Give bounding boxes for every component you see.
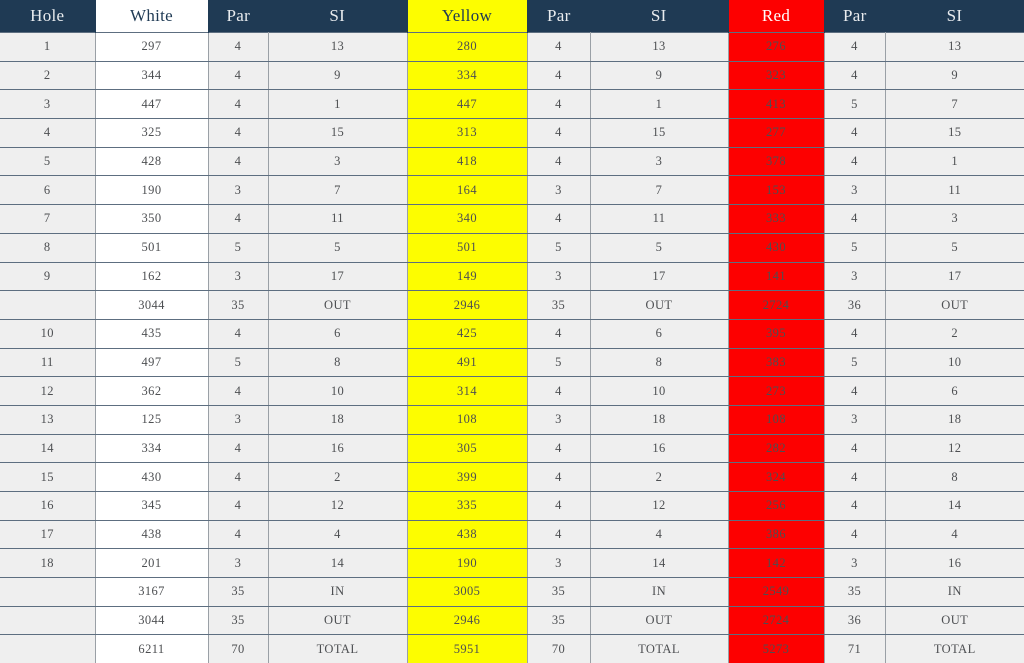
cell: 4	[824, 61, 885, 90]
cell	[0, 291, 95, 320]
cell: 4	[527, 520, 590, 549]
cell: 297	[95, 33, 208, 62]
cell: 15	[268, 119, 407, 148]
cell: 9	[268, 61, 407, 90]
cell: 70	[527, 635, 590, 663]
cell: 36	[824, 606, 885, 635]
cell: 7	[885, 90, 1024, 119]
cell: 501	[407, 233, 527, 262]
cell: 4	[527, 61, 590, 90]
cell: 3167	[95, 578, 208, 607]
cell: 5	[824, 90, 885, 119]
cell: 4	[208, 61, 268, 90]
cell: 1	[590, 90, 728, 119]
table-row	[0, 434, 1024, 463]
cell: 201	[95, 549, 208, 578]
cell: 4	[824, 147, 885, 176]
cell: 5	[208, 348, 268, 377]
table-row	[0, 520, 1024, 549]
cell: 18	[590, 405, 728, 434]
cell: 18	[268, 405, 407, 434]
cell: 345	[95, 492, 208, 521]
cell: 282	[728, 434, 824, 463]
cell: 280	[407, 33, 527, 62]
cell: 4	[208, 33, 268, 62]
cell: 35	[208, 606, 268, 635]
cell: 108	[728, 405, 824, 434]
cell: 71	[824, 635, 885, 663]
cell: 430	[728, 233, 824, 262]
cell: 4	[527, 90, 590, 119]
cell: 5	[824, 233, 885, 262]
cell: TOTAL	[885, 635, 1024, 663]
cell: 447	[407, 90, 527, 119]
cell: 12	[885, 434, 1024, 463]
table-row	[0, 61, 1024, 90]
cell: 4	[527, 205, 590, 234]
cell: 35	[527, 291, 590, 320]
cell: 418	[407, 147, 527, 176]
cell: 4	[824, 520, 885, 549]
cell: OUT	[268, 606, 407, 635]
cell: TOTAL	[590, 635, 728, 663]
cell: 2	[0, 61, 95, 90]
cell: 35	[527, 578, 590, 607]
table-row	[0, 291, 1024, 320]
cell: OUT	[590, 606, 728, 635]
cell: 3	[824, 405, 885, 434]
column-header-par-5: Par	[527, 0, 590, 33]
cell: 70	[208, 635, 268, 663]
column-header-white-1: White	[95, 0, 208, 33]
table-row	[0, 635, 1024, 663]
cell: 276	[728, 33, 824, 62]
cell: 35	[208, 291, 268, 320]
cell: 13	[590, 33, 728, 62]
cell: 18	[885, 405, 1024, 434]
table-row	[0, 606, 1024, 635]
cell: 3	[527, 549, 590, 578]
cell: 1	[885, 147, 1024, 176]
cell: 6	[0, 176, 95, 205]
column-header-si-9: SI	[885, 0, 1024, 33]
cell: 108	[407, 405, 527, 434]
cell: 4	[208, 205, 268, 234]
cell: 3	[527, 176, 590, 205]
cell: 4	[527, 377, 590, 406]
table-row	[0, 578, 1024, 607]
cell: 447	[95, 90, 208, 119]
cell: IN	[885, 578, 1024, 607]
cell: 5	[0, 147, 95, 176]
cell: 3	[208, 405, 268, 434]
cell: 35	[824, 578, 885, 607]
cell: 16	[0, 492, 95, 521]
cell: 3	[527, 405, 590, 434]
cell: 383	[728, 348, 824, 377]
cell: 7	[268, 176, 407, 205]
cell: 501	[95, 233, 208, 262]
cell: 9	[885, 61, 1024, 90]
cell: 15	[0, 463, 95, 492]
table-row	[0, 377, 1024, 406]
cell: IN	[268, 578, 407, 607]
table-row	[0, 33, 1024, 62]
table-row	[0, 205, 1024, 234]
cell: 428	[95, 147, 208, 176]
cell: 11	[885, 176, 1024, 205]
cell: 5	[268, 233, 407, 262]
cell: 149	[407, 262, 527, 291]
column-header-yellow-4: Yellow	[407, 0, 527, 33]
cell: 6	[268, 319, 407, 348]
cell: 4	[824, 492, 885, 521]
cell: 10	[885, 348, 1024, 377]
cell: 4	[527, 147, 590, 176]
column-header-red-7: Red	[728, 0, 824, 33]
cell: 16	[590, 434, 728, 463]
cell: 12	[0, 377, 95, 406]
cell: 9	[0, 262, 95, 291]
cell: 4	[824, 463, 885, 492]
cell: 4	[527, 463, 590, 492]
cell: 314	[407, 377, 527, 406]
cell: 5951	[407, 635, 527, 663]
cell: 425	[407, 319, 527, 348]
table-row	[0, 463, 1024, 492]
cell: 491	[407, 348, 527, 377]
cell: 335	[407, 492, 527, 521]
cell: 4	[527, 33, 590, 62]
cell: 350	[95, 205, 208, 234]
cell: 2	[268, 463, 407, 492]
cell: 12	[590, 492, 728, 521]
cell: 4	[824, 319, 885, 348]
cell: 16	[885, 549, 1024, 578]
cell: 3	[208, 176, 268, 205]
cell: 2	[590, 463, 728, 492]
cell: 10	[0, 319, 95, 348]
cell: 324	[728, 463, 824, 492]
cell: 7	[590, 176, 728, 205]
table-row	[0, 147, 1024, 176]
cell: 273	[728, 377, 824, 406]
cell: 13	[268, 33, 407, 62]
cell: 8	[0, 233, 95, 262]
cell: 6	[590, 319, 728, 348]
table-row	[0, 492, 1024, 521]
cell: 4	[208, 520, 268, 549]
cell: 190	[95, 176, 208, 205]
cell: 6211	[95, 635, 208, 663]
cell: 4	[824, 33, 885, 62]
cell: 5	[208, 233, 268, 262]
cell: 13	[885, 33, 1024, 62]
table-row	[0, 90, 1024, 119]
cell: 256	[728, 492, 824, 521]
cell: 6	[885, 377, 1024, 406]
cell: 9	[590, 61, 728, 90]
cell: 5	[885, 233, 1024, 262]
column-header-hole-0: Hole	[0, 0, 95, 33]
table-row	[0, 319, 1024, 348]
cell: 3044	[95, 291, 208, 320]
cell: 4	[208, 147, 268, 176]
cell: 10	[268, 377, 407, 406]
table-row	[0, 119, 1024, 148]
table-row	[0, 405, 1024, 434]
cell: 3	[590, 147, 728, 176]
cell	[0, 578, 95, 607]
cell: 4	[824, 377, 885, 406]
cell: 305	[407, 434, 527, 463]
cell: 497	[95, 348, 208, 377]
cell: 438	[95, 520, 208, 549]
cell: 4	[824, 434, 885, 463]
cell: 162	[95, 262, 208, 291]
cell: 413	[728, 90, 824, 119]
table-row	[0, 549, 1024, 578]
cell: 14	[885, 492, 1024, 521]
scorecard-header-row	[0, 0, 1024, 33]
cell	[0, 606, 95, 635]
cell	[0, 635, 95, 663]
cell: 14	[268, 549, 407, 578]
cell: 323	[728, 61, 824, 90]
cell: 3	[824, 549, 885, 578]
cell: 4	[208, 463, 268, 492]
cell: 4	[590, 520, 728, 549]
cell: 15	[590, 119, 728, 148]
cell: OUT	[885, 606, 1024, 635]
cell: 5	[527, 348, 590, 377]
cell: 438	[407, 520, 527, 549]
cell: 4	[208, 90, 268, 119]
header-row	[0, 0, 1024, 33]
cell: 4	[268, 520, 407, 549]
cell: 11	[590, 205, 728, 234]
column-header-par-8: Par	[824, 0, 885, 33]
cell: 2946	[407, 291, 527, 320]
cell: 333	[728, 205, 824, 234]
cell: 3	[0, 90, 95, 119]
cell: 325	[95, 119, 208, 148]
cell: 2549	[728, 578, 824, 607]
cell: 10	[590, 377, 728, 406]
cell: 378	[728, 147, 824, 176]
cell: 4	[208, 319, 268, 348]
cell: 340	[407, 205, 527, 234]
cell: 17	[885, 262, 1024, 291]
cell: 1	[268, 90, 407, 119]
cell: 17	[268, 262, 407, 291]
cell: 313	[407, 119, 527, 148]
cell: 17	[590, 262, 728, 291]
cell: 3044	[95, 606, 208, 635]
cell: 4	[208, 119, 268, 148]
cell: 4	[824, 119, 885, 148]
cell: 8	[590, 348, 728, 377]
cell: 125	[95, 405, 208, 434]
table-row	[0, 262, 1024, 291]
column-header-si-6: SI	[590, 0, 728, 33]
cell: 4	[0, 119, 95, 148]
column-header-par-2: Par	[208, 0, 268, 33]
cell: 14	[0, 434, 95, 463]
cell: 12	[268, 492, 407, 521]
cell: 4	[527, 119, 590, 148]
cell: 35	[208, 578, 268, 607]
cell: 2724	[728, 291, 824, 320]
column-header-si-3: SI	[268, 0, 407, 33]
cell: 435	[95, 319, 208, 348]
cell: 3	[268, 147, 407, 176]
cell: IN	[590, 578, 728, 607]
table-row	[0, 176, 1024, 205]
cell: 4	[824, 205, 885, 234]
cell: 3	[824, 262, 885, 291]
cell: 8	[885, 463, 1024, 492]
cell: 5	[590, 233, 728, 262]
cell: 35	[527, 606, 590, 635]
cell: 334	[407, 61, 527, 90]
cell: 5	[824, 348, 885, 377]
cell: 3	[208, 549, 268, 578]
cell: 190	[407, 549, 527, 578]
cell: OUT	[885, 291, 1024, 320]
table-row	[0, 348, 1024, 377]
cell: 4	[208, 492, 268, 521]
cell: 164	[407, 176, 527, 205]
cell: 2724	[728, 606, 824, 635]
cell: 3	[885, 205, 1024, 234]
cell: 18	[0, 549, 95, 578]
cell: OUT	[268, 291, 407, 320]
cell: 2946	[407, 606, 527, 635]
cell: 141	[728, 262, 824, 291]
cell: 4	[527, 492, 590, 521]
cell: 277	[728, 119, 824, 148]
cell: 4	[208, 377, 268, 406]
cell: 16	[268, 434, 407, 463]
cell: OUT	[590, 291, 728, 320]
cell: 8	[268, 348, 407, 377]
cell: 5273	[728, 635, 824, 663]
cell: 153	[728, 176, 824, 205]
cell: 395	[728, 319, 824, 348]
cell: 386	[728, 520, 824, 549]
cell: 4	[885, 520, 1024, 549]
cell: 344	[95, 61, 208, 90]
cell: 399	[407, 463, 527, 492]
cell: 334	[95, 434, 208, 463]
cell: 13	[0, 405, 95, 434]
cell: TOTAL	[268, 635, 407, 663]
cell: 2	[885, 319, 1024, 348]
cell: 430	[95, 463, 208, 492]
cell: 3005	[407, 578, 527, 607]
cell: 11	[0, 348, 95, 377]
table-row	[0, 233, 1024, 262]
cell: 3	[824, 176, 885, 205]
cell: 5	[527, 233, 590, 262]
cell: 3	[527, 262, 590, 291]
cell: 14	[590, 549, 728, 578]
cell: 4	[527, 319, 590, 348]
cell: 4	[527, 434, 590, 463]
cell: 11	[268, 205, 407, 234]
scorecard-body	[0, 33, 1024, 663]
cell: 1	[0, 33, 95, 62]
cell: 3	[208, 262, 268, 291]
cell: 362	[95, 377, 208, 406]
cell: 7	[0, 205, 95, 234]
cell: 15	[885, 119, 1024, 148]
cell: 142	[728, 549, 824, 578]
cell: 4	[208, 434, 268, 463]
cell: 36	[824, 291, 885, 320]
cell: 17	[0, 520, 95, 549]
